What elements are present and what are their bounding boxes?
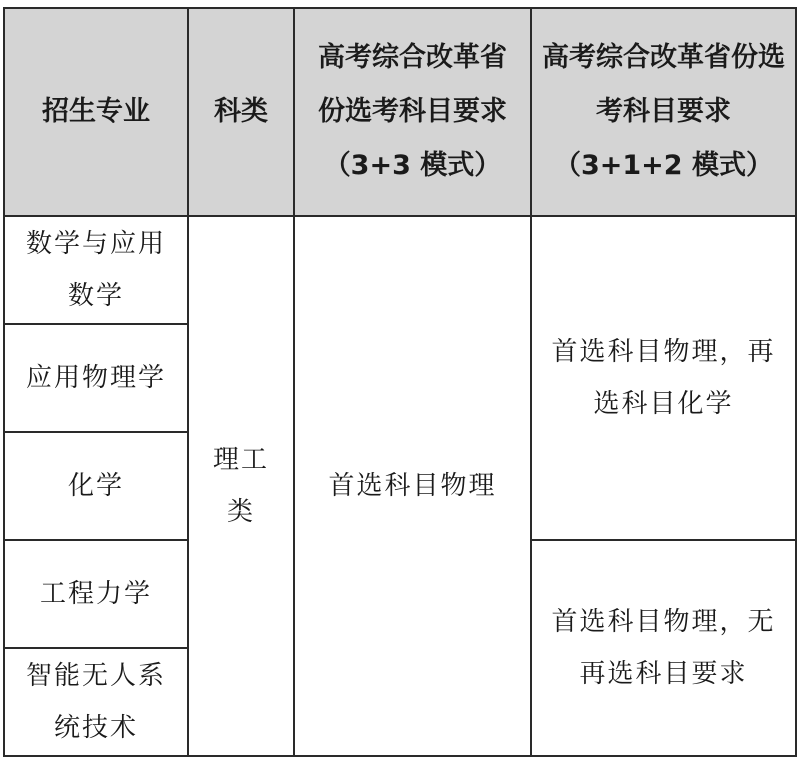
- major-cell: 工程力学: [4, 540, 188, 648]
- table-row: [4, 216, 796, 324]
- header-requirement-3-3: 高考综合改革省份选考科目要求（3+3 模式）: [294, 8, 531, 216]
- header-row: [4, 8, 796, 216]
- subject-requirements-table: [3, 7, 797, 757]
- major-cell: 智能无人系统技术: [4, 648, 188, 756]
- major-cell: 应用物理学: [4, 324, 188, 432]
- header-major: 招生专业: [4, 8, 188, 216]
- header-requirement-3-1-2: 高考综合改革省份选考科目要求（3+1+2 模式）: [531, 8, 796, 216]
- requirement-3-3-cell: 首选科目物理: [294, 216, 531, 756]
- category-text: 理工类: [212, 445, 269, 527]
- category-cell: [188, 216, 294, 756]
- major-cell: 化学: [4, 432, 188, 540]
- requirement-3-1-2-cell: 首选科目物理，再选科目化学: [531, 216, 796, 540]
- major-cell: 数学与应用数学: [4, 216, 188, 324]
- requirement-3-1-2-cell: 首选科目物理，无再选科目要求: [531, 540, 796, 756]
- header-category: 科类: [188, 8, 294, 216]
